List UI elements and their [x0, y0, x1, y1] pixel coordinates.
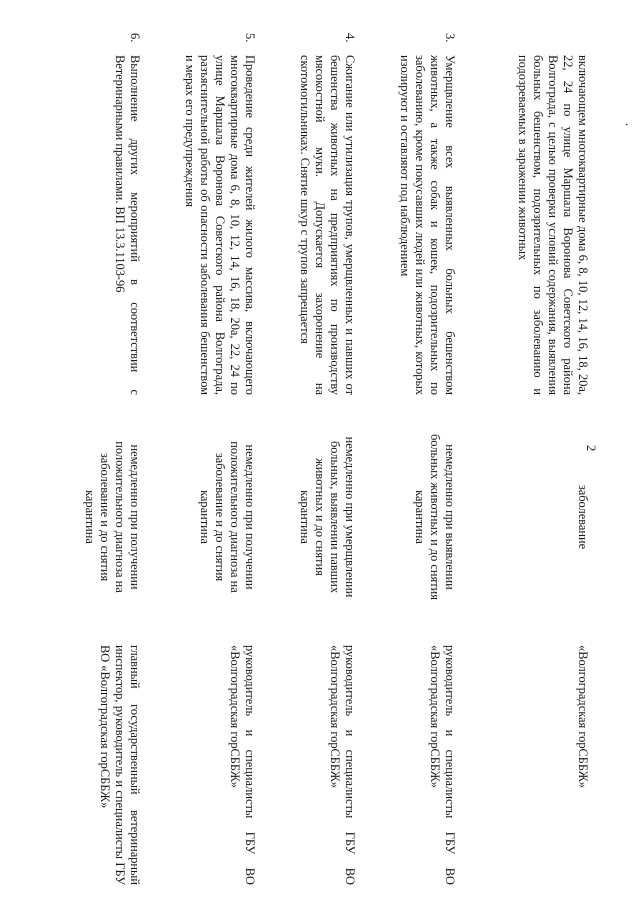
row-description: Сжигание или утилизация трупов, умерщвленных и павших от бешенства животных на предприятиях по производству мясокостной муки. Допускается захоронение на скотомогильниках. Снятие шкур с трупов запрещается [298, 55, 357, 395]
row-number [457, 33, 590, 55]
table-row [52, 33, 142, 885]
row-responsible: руководитель и специалисты ГБУ ВО «Волгоградская горСББЖ» [428, 645, 457, 885]
table-row [357, 33, 457, 885]
row-description: Умерщвление всех выявленных больных бешенством животных, а также собак и кошек, подозрительных по заболеванию, кроме покусавших людей или животных, которых изолируют и оставляют под наблюдением [398, 55, 457, 395]
measures-table [52, 33, 590, 885]
row-term: немедленно при получении положительного диагноза на заболевание и до снятия карантина [198, 441, 257, 593]
table-row [457, 33, 590, 885]
stray-mark: . [623, 123, 637, 127]
table-row [257, 33, 357, 885]
row-responsible: главный государственный ветеринарный инспектор, руководитель и специалисты ГБУ ВО «Волгоградская горСББЖ» [98, 645, 142, 885]
row-number: 3. [443, 33, 457, 43]
page-number: 2 [584, 445, 598, 452]
row-responsible: «Волгоградская горСББЖ» [576, 645, 590, 788]
table-row [142, 33, 257, 885]
row-number: 6. [128, 33, 142, 43]
row-number: 4. [343, 33, 357, 43]
row-term: немедленно при выявлении больных животных и до снятия карантина [413, 434, 457, 600]
row-term: заболевание [576, 484, 590, 550]
row-term: немедленно при получении положительного диагноза на заболевание и до снятия карантина [83, 441, 142, 593]
row-responsible: руководитель и специалисты ГБУ ВО «Волгоградская горСББЖ» [228, 645, 257, 885]
row-description: включающем многоквартирные дома 6, 8, 10, 12, 14, 16, 18, 20а, 22, 24 по улице Маршала Воронова Советского района Волгограда, с целью проверки условий содержания, выявления больных бешенством, подозрительных по заболеванию и подозреваемых в заражении животных [516, 55, 590, 395]
row-responsible: руководитель и специалисты ГБУ ВО «Волгоградская горСББЖ» [328, 645, 357, 885]
rotated-document-page [50, 33, 637, 885]
row-description: Проведение среди жителей жилого массива, включающего многоквартирные дома 6, 8, 10, 12, 14, 16, 18, 20а, 22, 24 по улице Маршала Воронова Советского района Волгограда, разъяснительной работы об опасности заболевания бешенством и мерах его предупреждения [183, 55, 257, 395]
row-term: немедленно при умерщвлении больных, выявлении павших животных и до снятия карантина [298, 436, 357, 598]
row-description: Выполнение других мероприятий в соответствии с Ветеринарными правилами. ВП 13.3.1103-96 [113, 55, 142, 395]
row-number: 5. [243, 33, 257, 43]
